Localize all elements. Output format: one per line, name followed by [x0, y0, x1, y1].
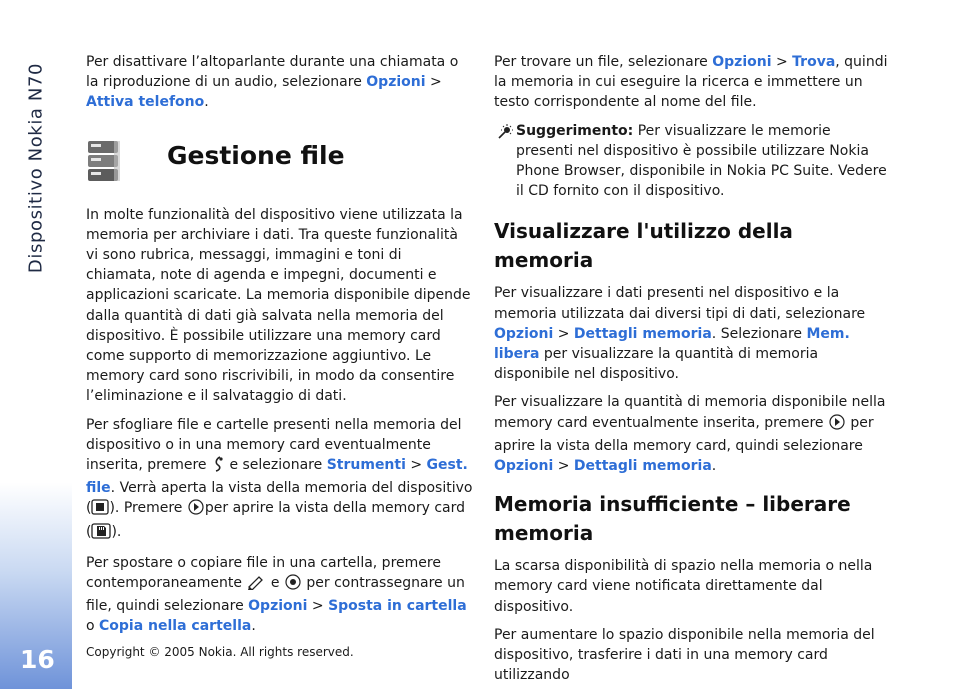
free-memory-paragraph: Per aumentare lo spazio disponibile nella memoria del dispositivo, trasferire i dati in una memory card utilizzando	[494, 626, 875, 684]
menu-opzioni: Opzioni	[494, 458, 554, 475]
menu-gest-file: Gest. file	[86, 457, 468, 497]
browse-paragraph: Per sfogliare file e cartelle presenti nella memoria del dispositivo o in una memory card eventualmente inserita, premere e selezionare Strumenti > Gest. file. Verrà aperta la vista della memoria del dispositivo ( ). Premere per aprire la vista della memory card ( ).	[86, 415, 474, 545]
menu-sposta-in-cartella: Sposta in cartella	[328, 598, 467, 615]
menu-key-icon	[211, 456, 225, 478]
menu-dettagli-memoria: Dettagli memoria	[573, 458, 712, 475]
memory-usage-paragraph: Per visualizzare i dati presenti nel dispositivo e la memoria utilizzata dai diversi tipi di dati, selezionare Opzioni > Dettagli memoria. Selezionare Mem. libera per visualizzare la quantità di memoria disponibile nel dispositivo.	[494, 285, 866, 383]
right-column	[494, 52, 890, 693]
left-column	[86, 52, 474, 645]
menu-opzioni: Opzioni	[248, 598, 308, 615]
memory-card-paragraph: Per visualizzare la quantità di memoria disponibile nella memory card eventualmente inserita, premere per aprire la vista della memory card, quindi selezionare Opzioni > Dettagli memoria.	[494, 394, 886, 475]
section-heading-low-memory: Memoria insufficiente – liberare memoria	[494, 492, 851, 546]
menu-copia-nella-cartella: Copia nella cartella	[99, 618, 252, 635]
running-title: Dispositivo Nokia N70	[25, 62, 47, 274]
intro-paragraph: In molte funzionalità del dispositivo viene utilizzata la memoria per archiviare i dati. Tra queste funzionalità vi sono rubrica, messaggi, immagini e toni di chiamata, note di agenda e impegni, documenti e applicazioni scaricate. La memoria disponibile dipende dalla quantità di dati già salvata nella memoria del dispositivo. È possibile utilizzare una memory card come supporto di memorizzazione aggiuntivo. Le memory card sono riscrivibili, in modo da consentire l’eliminazione e il salvataggio di dati.	[86, 206, 471, 405]
menu-trova: Trova	[792, 54, 836, 70]
joystick-right-icon	[187, 499, 205, 521]
joystick-press-icon	[284, 574, 302, 596]
sidebar	[0, 0, 72, 689]
copyright-footer: Copyright © 2005 Nokia. All rights reserved.	[86, 645, 354, 659]
menu-opzioni: Opzioni	[712, 54, 772, 70]
section-heading-memory-usage: Visualizzare l'utilizzo della memoria	[494, 219, 793, 273]
find-paragraph: Per trovare un file, selezionare Opzioni > Trova, quindi la memoria in cui eseguire la ricerca e immettere un testo corrispondente al nome del file.	[494, 54, 888, 111]
menu-strumenti: Strumenti	[326, 457, 406, 474]
speaker-paragraph: Per disattivare l’altoparlante durante una chiamata o la riproduzione di un audio, selezionare Opzioni > Attiva telefono.	[86, 54, 459, 111]
menu-opzioni: Opzioni	[366, 74, 426, 91]
tip-label: Suggerimento:	[516, 122, 634, 139]
low-memory-paragraph: La scarsa disponibilità di spazio nella memoria o nella memory card viene notificata direttamente dal dispositivo.	[494, 558, 873, 615]
page-number: 16	[20, 645, 55, 674]
tip-text: Per visualizzare le memorie presenti nel dispositivo è possibile utilizzare Nokia Phone Browser, disponibile in Nokia PC Suite. Vedere il CD fornito con il dispositivo.	[516, 122, 887, 200]
page-title: Gestione file	[167, 140, 345, 170]
edit-key-icon	[246, 574, 266, 596]
tip-box	[494, 121, 890, 202]
memory-card-icon	[91, 523, 111, 545]
move-copy-paragraph: Per spostare o copiare file in una cartella, premere contemporaneamente e per contrassegnare un file, quindi selezionare Opzioni > Sposta in cartella o Copia nella cartella.	[86, 554, 467, 635]
menu-attiva-telefono: Attiva telefono	[86, 94, 205, 111]
phone-memory-icon	[91, 499, 109, 521]
menu-dettagli-memoria: Dettagli memoria	[573, 325, 712, 342]
menu-mem-libera: Mem. libera	[494, 325, 850, 363]
file-manager-icon	[86, 139, 122, 189]
joystick-right-icon	[828, 414, 846, 436]
section-header	[86, 131, 474, 195]
menu-opzioni: Opzioni	[494, 325, 554, 342]
tip-bulb-icon	[498, 123, 514, 145]
